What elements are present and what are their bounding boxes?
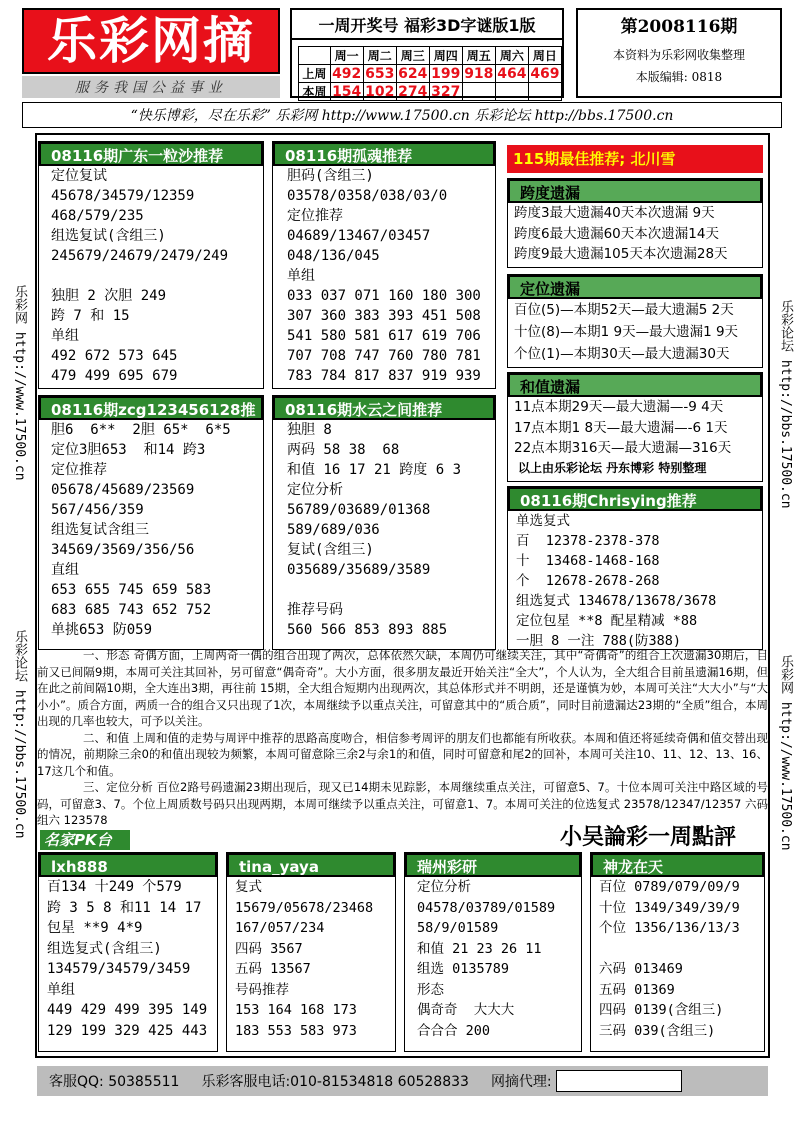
text-line: 04578/03789/01589 <box>417 899 556 916</box>
text-line <box>51 266 263 286</box>
text-line: 167/057/234 <box>235 920 325 936</box>
text-line: 百位(5)—本期52天—最大遗漏5 2天 <box>514 302 734 318</box>
recommendation-lines <box>508 511 762 651</box>
text-line: 定位分析 <box>287 482 343 498</box>
text-line: 百 12378-2378-378 <box>516 533 660 549</box>
table-row: 上周 492 653 624 199 918 464 469 <box>299 65 562 83</box>
box-title: 08116期广东一粒沙推荐 <box>39 142 263 166</box>
text-line: 三码 039(含组三) <box>599 1022 716 1039</box>
logo: 乐彩网摘 <box>22 8 280 74</box>
issue-panel <box>576 8 782 98</box>
miss-lines <box>508 299 762 365</box>
box-title: 定位遗漏 <box>508 275 762 299</box>
text-line: 定位3胆653 和14 跨3 <box>51 442 206 458</box>
text-line: 组选 0135789 <box>417 961 510 977</box>
agent-label: 网摘代理: <box>490 1074 552 1090</box>
text-line: 个位 1356/136/13/3 <box>599 920 740 936</box>
text-line: 033 037 071 160 180 300 <box>287 288 481 304</box>
text-line: 和值 16 17 21 跨度 6 3 <box>287 462 462 478</box>
text-line: 307 360 383 393 451 508 <box>287 308 481 324</box>
text-line: 134579/34579/3459 <box>47 961 191 977</box>
text-line: 17点本期1 8天—最大遗漏—-6 1天 <box>514 419 728 436</box>
text-line: 245679/24679/2479/249 <box>51 248 229 264</box>
text-line <box>287 580 495 600</box>
text-line: 五码 01369 <box>599 981 675 998</box>
box-title: 08116期zcg123456128推 <box>39 396 263 420</box>
pk-lines <box>405 877 581 1041</box>
side-text-right-bottom[interactable]: 乐彩网 http://www.17500.cn <box>778 655 793 851</box>
weekly-analysis <box>37 647 768 829</box>
text-line: 04689/13467/03457 <box>287 228 431 244</box>
text-line: 独胆 8 <box>287 422 332 438</box>
text-line: 胆码(含组三) <box>287 168 374 184</box>
text-line: 22点本期316天—最大遗漏—316天 <box>514 440 732 456</box>
text-line: 组选复式(含组三) <box>47 940 162 957</box>
text-line: 11点本期29天—最大遗漏—-9 4天 <box>514 399 724 415</box>
text-line: 15679/05678/23468 <box>235 899 374 916</box>
text-line: 单选复式 <box>516 513 570 529</box>
text-line: 六码 013469 <box>599 961 683 977</box>
text-line: 单组 <box>47 981 75 998</box>
pk-lines <box>227 877 395 1041</box>
text-line: 492 672 573 645 <box>51 348 178 364</box>
text-line: 形态 <box>417 981 444 998</box>
text-line: 和值 21 23 26 11 <box>417 940 542 957</box>
text-line: 跨度9最大遗漏105天本次遗漏28天 <box>514 246 728 262</box>
pk-lines <box>39 877 217 1041</box>
text-line: 组选复试含组三 <box>51 522 149 538</box>
text-line: 合合合 200 <box>417 1022 491 1039</box>
source-note: 本资料为乐彩网收集整理 <box>612 48 745 62</box>
miss-lines <box>508 397 762 459</box>
text-line: 783 784 817 837 919 939 <box>287 368 481 384</box>
box-guangdong <box>38 141 264 389</box>
text-line: 183 553 583 973 <box>235 1022 357 1039</box>
draw-results-panel <box>290 8 564 98</box>
text-line: 组选复式 134678/13678/3678 <box>516 593 717 609</box>
text-line: 组选复试(含组三) <box>51 228 166 244</box>
text-line: 479 499 695 679 <box>51 368 178 384</box>
table-row: 周一 周二 周三 周四 周五 周六 周日 <box>299 47 562 65</box>
editor-note: 本版编辑: 0818 <box>635 70 723 84</box>
text-line <box>599 939 764 960</box>
analysis-paragraph: 三、定位分析 百位2路号码遗漏23期出现后，现又已14期未见踪影，本周继续重点关注，可留意5、7。十位本周可关注中路区域的号码，可留意3、7。个位上周质数号码只出现两期，本周可继续予以重点关注，可留意1、7。本周可关注的位选复式 23578/12347/12357 六码组六 123578 <box>37 780 768 827</box>
table-row: 本周 154 102 274 327 <box>299 83 562 101</box>
text-line: 03578/0358/038/03/0 <box>287 188 448 204</box>
text-line: 560 566 853 893 885 <box>287 622 448 638</box>
side-text-left-bottom[interactable]: 乐彩论坛 http://bbs.17500.cn <box>12 630 27 839</box>
pk-column-ruizhou <box>404 852 582 1052</box>
pk-column-lxh888 <box>38 852 218 1052</box>
text-line: 复式 <box>235 879 262 895</box>
text-line: 05678/45689/23569 <box>51 482 195 498</box>
text-line: 56789/03689/01368 <box>287 502 431 518</box>
box-title: 08116期孤魂推荐 <box>273 142 495 166</box>
box-chrisying <box>507 486 763 650</box>
text-line: 541 580 581 617 619 706 <box>287 328 481 344</box>
pk-label: 名家PK台 <box>40 830 130 850</box>
text-line: 707 708 747 760 780 781 <box>287 348 481 364</box>
weekly-draw-table <box>298 46 562 101</box>
box-sum-miss <box>507 372 763 482</box>
service-phone: 乐彩客服电话:010-81534818 60528833 <box>201 1074 469 1090</box>
draw-results-title: 一周开奖号 福彩3D字谜版1版 <box>292 10 562 40</box>
text-line: 百134 十249 个579 <box>47 879 182 895</box>
pk-column-title: 瑞州彩研 <box>405 853 581 877</box>
text-line: 468/579/235 <box>51 208 144 224</box>
service-qq: 客服QQ: 50385511 <box>49 1074 180 1090</box>
box-position-miss <box>507 274 763 368</box>
text-line: 独胆 2 次胆 249 <box>51 288 167 304</box>
text-line: 个 12678-2678-268 <box>516 573 660 589</box>
recommendation-lines <box>39 166 263 386</box>
text-line: 58/9/01589 <box>417 920 499 936</box>
text-line: 定位分析 <box>417 879 471 895</box>
text-line: 十位(8)—本期1 9天—最大遗漏1 9天 <box>514 324 739 340</box>
box-title: 和值遗漏 <box>508 373 762 397</box>
text-line: 定位包星 **8 配星精减 *88 <box>516 613 698 629</box>
footer <box>37 1066 768 1096</box>
text-line: 四码 0139(含组三) <box>599 1002 724 1018</box>
text-line: 两码 58 38 68 <box>287 442 400 458</box>
text-line: 589/689/036 <box>287 522 380 538</box>
text-line: 定位推荐 <box>51 462 107 478</box>
text-line: 四码 3567 <box>235 940 303 957</box>
best-recommendation: 115期最佳推荐; 北川雪 <box>507 145 763 173</box>
recommendation-lines <box>273 420 495 640</box>
text-line: 048/136/045 <box>287 248 380 264</box>
weekly-review-title: 小吴論彩一周點評 <box>560 824 737 850</box>
box-title: 08116期水云之间推荐 <box>273 396 495 420</box>
text-line: 直组 <box>51 562 79 578</box>
side-text-right-top[interactable]: 乐彩论坛 http://bbs.17500.cn <box>778 300 793 509</box>
text-line: 34569/3569/356/56 <box>51 542 195 558</box>
pk-lines <box>591 877 764 1041</box>
text-line: 跨度6最大遗漏60天本次遗漏14天 <box>514 225 719 242</box>
text-line: 653 655 745 659 583 <box>51 582 212 598</box>
analysis-paragraph: 一、形态 奇偶方面，上周两奇一偶的组合出现了两次，总体依然欠缺，本周仍可继续关注，其中“奇偶奇”的组合上次遗漏30期后，目前又已间隔9期，本周可关注其回补，另可留意“偶奇奇”。大小方面，很多朋友最近开始关注“全大”，个人认为，全大组合目前虽遗漏16期，但在此之前间隔10期，全大连出3期，再往前 15期，全大组合短期内出现两次，其总体形式并不明朗，还是谨慎为妙，本周可关注“大大小”与“大小小”。质合方面，两质一合的组合又只出现了1次，本周继续予以重点关注，可留意其中的“质合质”，同时目前遗漏达23期的“全质”组合，本周出现的几率也较大，可予以关注。 <box>37 648 768 728</box>
text-line: 跨 7 和 15 <box>51 308 130 324</box>
text-line: 号码推荐 <box>235 981 289 998</box>
text-line: 定位复试 <box>51 168 107 184</box>
text-line: 复试(含组三) <box>287 542 374 558</box>
side-text-left-top[interactable]: 乐彩网 http://www.17500.cn <box>12 285 27 481</box>
text-line: 45678/34579/12359 <box>51 188 195 204</box>
text-line: 定位推荐 <box>287 208 343 224</box>
text-line: 十位 1349/349/39/9 <box>599 899 740 916</box>
text-line: 129 199 329 425 443 <box>47 1022 208 1039</box>
text-line: 百位 0789/079/09/9 <box>599 879 740 895</box>
text-line: 153 164 168 173 <box>235 1002 357 1018</box>
text-line: 单挑653 防059 <box>51 622 153 638</box>
recommendation-lines <box>273 166 495 386</box>
pk-column-title: 神龙在天 <box>591 853 764 877</box>
box-zcg <box>38 395 264 650</box>
text-line: 单组 <box>51 328 79 344</box>
text-line: 跨度3最大遗漏40天本次遗漏 9天 <box>514 205 715 221</box>
text-line: 一胆 8 一注 788(防388) <box>516 633 682 649</box>
text-line: 035689/35689/3589 <box>287 562 431 578</box>
agent-field[interactable] <box>556 1070 682 1092</box>
box-title: 08116期Chrisying推荐 <box>508 487 762 511</box>
credit-text: 以上由乐彩论坛 丹东博彩 特别整理 <box>518 460 707 475</box>
slogan: 服务我国公益事业 <box>22 76 280 98</box>
text-line: 推荐号码 <box>287 602 343 618</box>
issue-number: 第2008116期 <box>620 17 738 37</box>
pk-column-title: tina_yaya <box>227 853 395 877</box>
text-line: 十 13468-1468-168 <box>516 553 660 569</box>
banner[interactable]: “快乐博彩，尽在乐彩” 乐彩网 http://www.17500.cn 乐彩论坛 http://bbs.17500.cn <box>22 102 782 128</box>
text-line: 跨 3 5 8 和11 14 17 <box>47 899 202 916</box>
analysis-paragraph: 二、和值 上周和值的走势与周评中推荐的思路高度吻合，相信参考周评的朋友们也都能有所收获。本周和值还将延续奇偶和值交替出现的情况，前期除三余0的和值出现较为频繁，本周可留意除三余2与余1的和值，同时可留意和尾2的回补，本周可关注10、11、12、13、16、17这几个和值。 <box>37 730 768 778</box>
text-line: 683 685 743 652 752 <box>51 602 212 618</box>
box-shuiyun <box>272 395 496 650</box>
box-title: 跨度遗漏 <box>508 179 762 203</box>
text-line: 个位(1)—本期30天—最大遗漏30天 <box>514 346 730 362</box>
recommendation-lines <box>39 420 263 640</box>
text-line: 包星 **9 4*9 <box>47 920 143 936</box>
text-line: 偶奇奇 大大大 <box>417 1002 515 1018</box>
box-span-miss <box>507 178 763 268</box>
text-line: 五码 13567 <box>235 961 311 977</box>
text-line: 567/456/359 <box>51 502 144 518</box>
pk-column-title: lxh888 <box>39 853 217 877</box>
text-line: 449 429 499 395 149 <box>47 1002 208 1018</box>
text-line: 单组 <box>287 268 315 284</box>
pk-column-shenlong <box>590 852 765 1052</box>
text-line: 胆6 6** 2胆 65* 6*5 <box>51 422 231 438</box>
miss-lines <box>508 203 762 265</box>
pk-column-tina <box>226 852 396 1052</box>
box-guhun <box>272 141 496 389</box>
